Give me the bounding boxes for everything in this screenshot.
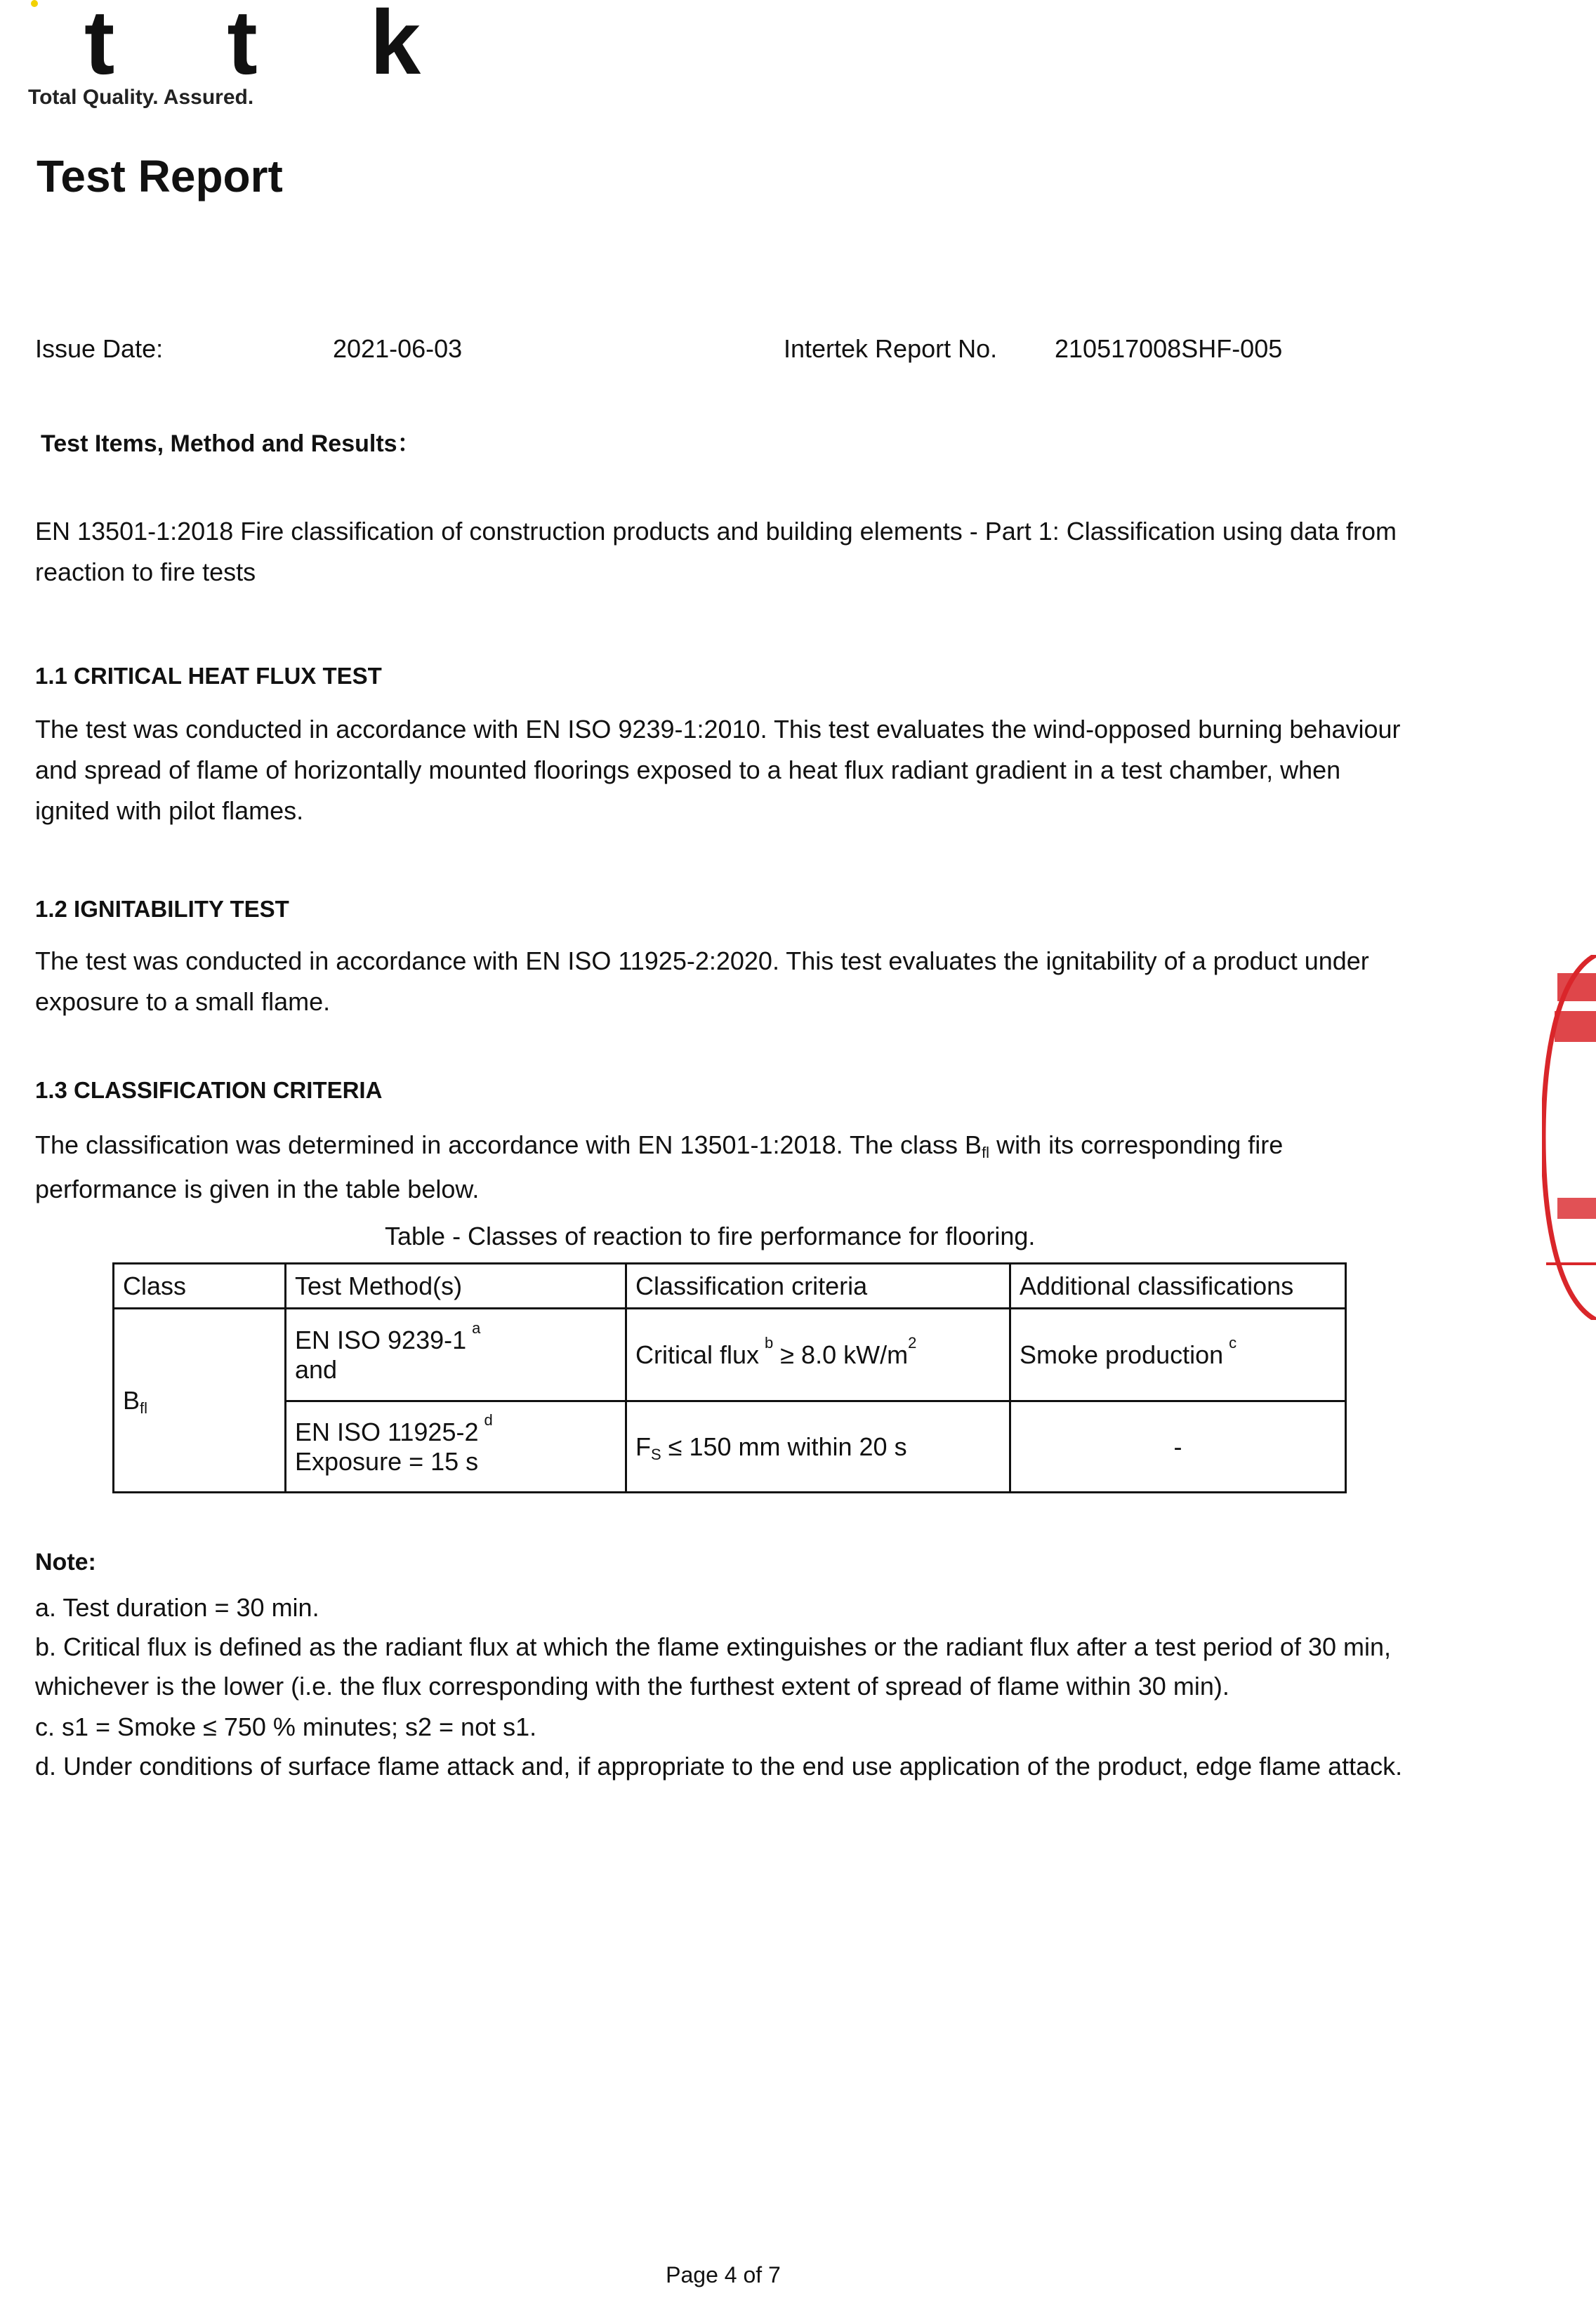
class-cell: Bfl <box>114 1309 286 1493</box>
table-row <box>114 1309 1346 1401</box>
issue-date-value: 2021-06-03 <box>333 334 463 363</box>
note-a: a. Test duration = 30 min. <box>35 1593 319 1622</box>
paragraph-classification: The classification was determined in accordance with EN 13501-1:2018. The class Bfl with its corresponding fire performance is given in the table below. <box>35 1130 1284 1203</box>
classification-table <box>112 1262 1347 1493</box>
paragraph-critical-heat-flux: The test was conducted in accordance with EN ISO 9239-1:2010. This test evaluates the wind-opposed burning behaviour and spread of flame of horizontally mounted floorings exposed to a heat flux radiant gradient in a test chamber, when ignited with pilot flames. <box>35 715 1401 825</box>
company-logo: t t k <box>84 0 465 93</box>
criteria-cell: FS ≤ 150 mm within 20 s <box>626 1401 1010 1493</box>
table-header-row <box>114 1264 1346 1309</box>
logo-dot <box>31 0 38 7</box>
report-number-label: Intertek Report No. <box>784 334 998 363</box>
table-header-cell: Additional classifications <box>1010 1264 1346 1309</box>
method-cell: EN ISO 11925-2 $^d$ Exposure = 15 s <box>286 1401 626 1493</box>
issue-date-label: Issue Date: <box>35 334 164 363</box>
page-title: Test Report <box>37 151 283 202</box>
standard-description: EN 13501-1:2018 Fire classification of construction products and building elements - Part 1: Classification using data from reaction to fire tests <box>35 517 1397 586</box>
section-heading: Test Items, Method and Results： <box>41 430 421 457</box>
table-header-cell: Test Method(s) <box>286 1264 626 1309</box>
logo-tagline: Total Quality. Assured. <box>28 86 254 109</box>
paragraph-ignitability: The test was conducted in accordance with EN ISO 11925-2:2020. This test evaluates the ignitability of a product under exposure to a small flame. <box>35 946 1369 1016</box>
report-number-value: 210517008SHF-005 <box>1055 334 1283 363</box>
criteria-cell: Critical flux $^b$ ≥ 8.0 $kW/m^2$ <box>626 1309 1010 1401</box>
notes-title: Note: <box>35 1549 96 1576</box>
company-stamp <box>1542 955 1596 1320</box>
page-number: Page 4 of 7 <box>666 2262 781 2287</box>
note-c: c. s1 = Smoke ≤ 750 % minutes; s2 = not s1. <box>35 1712 537 1741</box>
table-header-cell: Classification criteria <box>626 1264 1010 1309</box>
additional-cell: Smoke production $^c$ <box>1010 1309 1346 1401</box>
heading-critical-heat-flux: 1.1 CRITICAL HEAT FLUX TEST <box>35 663 382 689</box>
heading-ignitability: 1.2 IGNITABILITY TEST <box>35 896 289 922</box>
note-b: b. Critical flux is defined as the radiant flux at which the flame extinguishes or the radiant flux after a test period of 30 min, whichever is the lower (i.e. the flux corresponding with the furthest extent of spread of flame within 30 min). <box>35 1632 1392 1701</box>
note-d: d. Under conditions of surface flame attack and, if appropriate to the end use application of the product, edge flame attack. <box>35 1752 1403 1781</box>
heading-classification-criteria: 1.3 CLASSIFICATION CRITERIA <box>35 1077 383 1103</box>
table-row <box>114 1401 1346 1493</box>
table-header-cell: Class <box>114 1264 286 1309</box>
table-caption: Table - Classes of reaction to fire performance for flooring. <box>385 1222 1036 1250</box>
additional-cell: - <box>1010 1401 1346 1493</box>
method-cell: EN ISO 9239-1 $^a$ and <box>286 1309 626 1401</box>
